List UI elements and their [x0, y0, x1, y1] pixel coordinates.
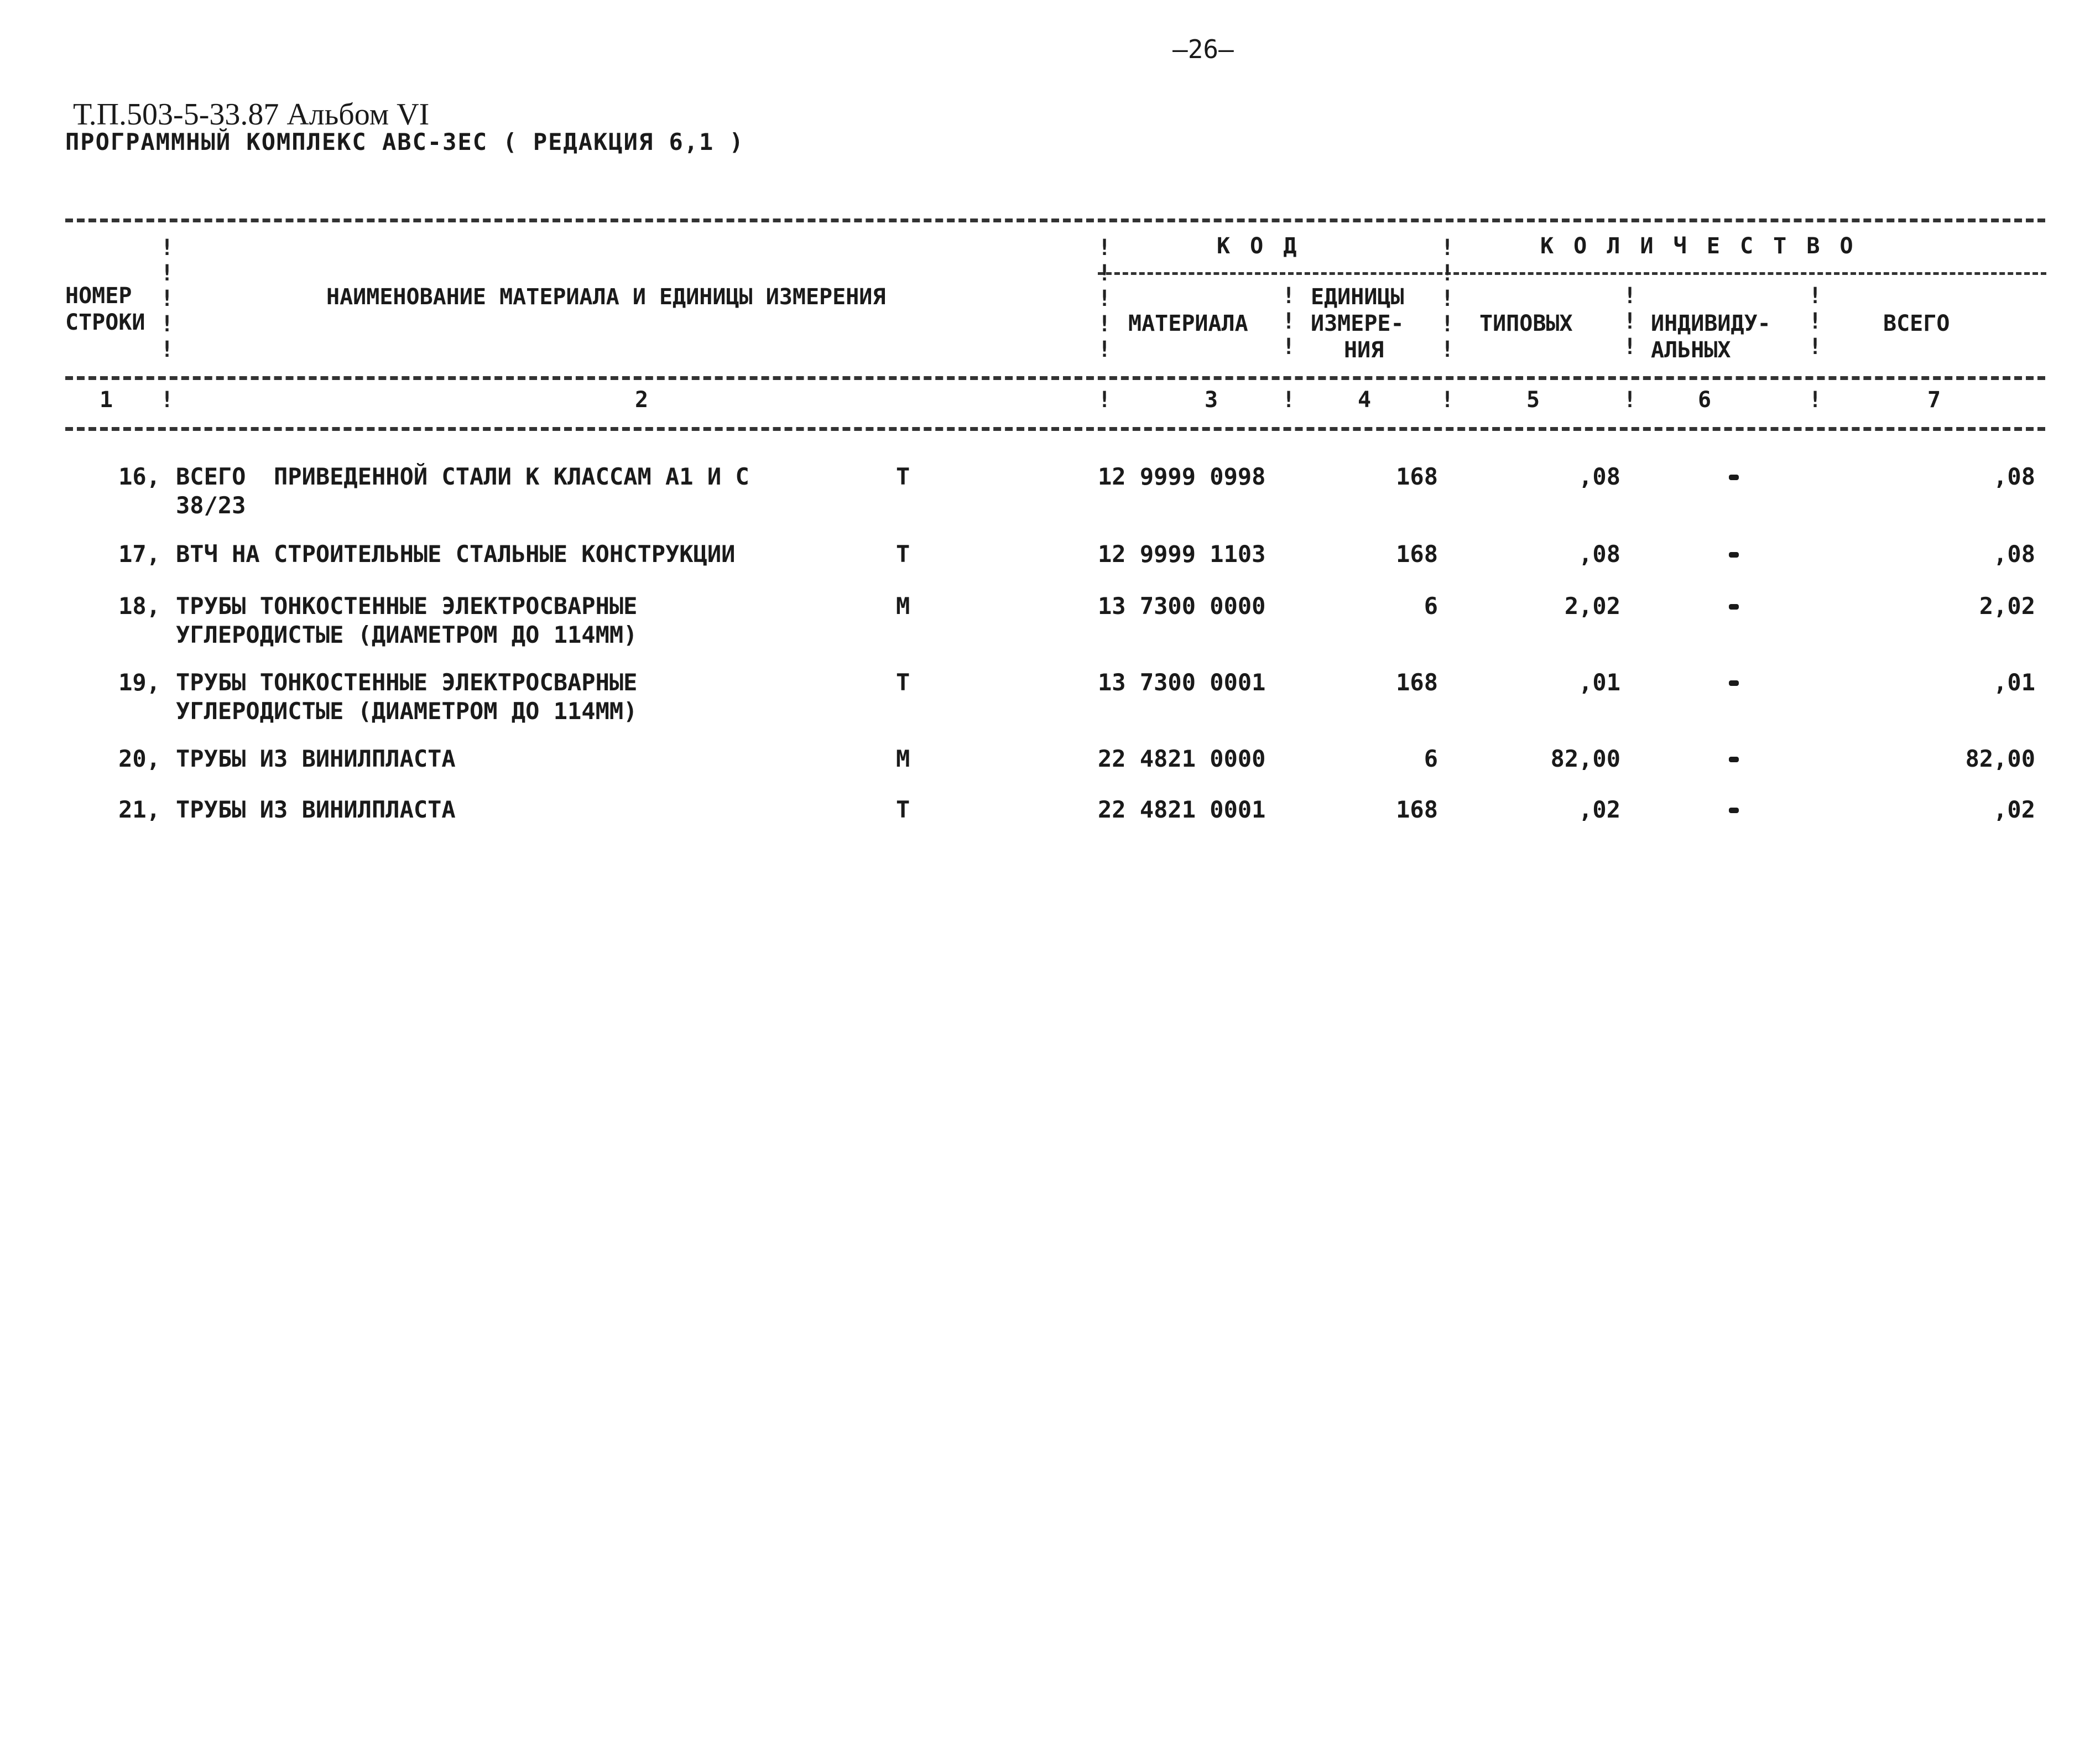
total-qty: ,02 [1993, 796, 2035, 823]
column-number-7: 7 [1927, 387, 1941, 413]
material-code: 12 9999 1103 [1098, 540, 1266, 568]
unit-code: 168 [1396, 796, 1438, 823]
unit: Т [896, 540, 910, 568]
material-name-line2: 38/23 [176, 492, 246, 519]
material-name-line1: ТРУБЫ ТОНКОСТЕННЫЕ ЭЛЕКТРОСВАРНЫЕ [176, 592, 638, 620]
header-code: К О Д [1217, 233, 1300, 259]
top-rule [65, 218, 2045, 222]
unit: М [896, 592, 910, 620]
material-name-line2: УГЛЕРОДИСТЫЕ (ДИАМЕТРОМ ДО 114ММ) [176, 698, 638, 725]
header-unit-code-1: ЕДИНИЦЫ [1311, 284, 1404, 310]
individual-qty [1729, 808, 1739, 813]
separator-num-2: ! [1098, 387, 1112, 413]
material-code: 13 7300 0000 [1098, 592, 1266, 620]
typical-qty: ,08 [1578, 463, 1620, 490]
total-qty: ,08 [1993, 540, 2035, 568]
header-row-no-2: СТРОКИ [65, 310, 145, 335]
separator-5: ! ! ! [1623, 283, 1637, 360]
total-qty: 82,00 [1965, 745, 2035, 772]
separator-3: ! ! ! [1282, 283, 1296, 360]
total-qty: ,01 [1993, 669, 2035, 696]
column-number-6: 6 [1698, 387, 1712, 413]
separator-num-5: ! [1623, 387, 1637, 413]
header-typical: ТИПОВЫХ [1479, 311, 1573, 336]
row-number: 20, [118, 745, 160, 772]
separator-2: ! ! ! ! ! [1098, 235, 1112, 362]
row-number: 16, [118, 463, 160, 490]
row-number: 19, [118, 669, 160, 696]
material-code: 22 4821 0000 [1098, 745, 1266, 772]
material-code: 22 4821 0001 [1098, 796, 1266, 823]
unit: Т [896, 669, 910, 696]
separator-num-6: ! [1808, 387, 1822, 413]
total-qty: ,08 [1993, 463, 2035, 490]
unit: М [896, 745, 910, 772]
header-row-no-1: НОМЕР [65, 283, 132, 309]
column-numbers-bottom-rule [65, 427, 2045, 431]
material-name-line1: ВСЕГО ПРИВЕДЕННОЙ СТАЛИ К КЛАССАМ А1 И С [176, 463, 749, 490]
header-material-code: МАТЕРИАЛА [1128, 311, 1248, 336]
document-subtitle: ПРОГРАММНЫЙ КОМПЛЕКС АВС-3ЕС ( РЕДАКЦИЯ 6,1 ) [65, 128, 744, 155]
material-name-line1: ТРУБЫ ТОНКОСТЕННЫЕ ЭЛЕКТРОСВАРНЫЕ [176, 669, 638, 696]
material-name-line1: ВТЧ НА СТРОИТЕЛЬНЫЕ СТАЛЬНЫЕ КОНСТРУКЦИИ [176, 540, 736, 568]
individual-qty [1729, 604, 1739, 610]
separator-num-3: ! [1282, 387, 1296, 413]
page-number: —26— [1172, 34, 1234, 64]
document-title: Т.П.503-5-33.87 Альбом VI [73, 97, 430, 132]
unit-code: 6 [1424, 592, 1438, 620]
header-unit-code-3: НИЯ [1344, 337, 1384, 363]
unit: Т [896, 796, 910, 823]
separator-num-1: ! [160, 387, 174, 413]
typical-qty: 82,00 [1550, 745, 1620, 772]
unit: Т [896, 463, 910, 490]
separator-6: ! ! ! [1808, 283, 1822, 360]
header-quantity: К О Л И Ч Е С Т В О [1540, 233, 1857, 259]
material-name-line1: ТРУБЫ ИЗ ВИНИЛПЛАСТА [176, 796, 456, 823]
material-code: 13 7300 0001 [1098, 669, 1266, 696]
individual-qty [1729, 552, 1739, 558]
header-subrule [1098, 272, 2046, 275]
typical-qty: ,08 [1578, 540, 1620, 568]
header-name: НАИМЕНОВАНИЕ МАТЕРИАЛА И ЕДИНИЦЫ ИЗМЕРЕНИЯ [326, 284, 886, 310]
typical-qty: ,02 [1578, 796, 1620, 823]
column-number-4: 4 [1358, 387, 1372, 413]
individual-qty [1729, 475, 1739, 480]
unit-code: 168 [1396, 669, 1438, 696]
unit-code: 6 [1424, 745, 1438, 772]
separator-4: ! ! ! ! ! [1441, 235, 1455, 362]
column-number-2: 2 [635, 387, 649, 413]
header-total: ВСЕГО [1883, 311, 1950, 336]
typical-qty: 2,02 [1564, 592, 1620, 620]
material-code: 12 9999 0998 [1098, 463, 1266, 490]
individual-qty [1729, 680, 1739, 686]
row-number: 17, [118, 540, 160, 568]
material-name-line1: ТРУБЫ ИЗ ВИНИЛПЛАСТА [176, 745, 456, 772]
row-number: 18, [118, 592, 160, 620]
header-unit-code-2: ИЗМЕРЕ- [1311, 311, 1404, 336]
header-bottom-rule [65, 376, 2045, 380]
column-number-1: 1 [100, 387, 113, 413]
header-individual-2: АЛЬНЫХ [1651, 337, 1731, 363]
column-number-3: 3 [1205, 387, 1218, 413]
individual-qty [1729, 757, 1739, 762]
separator-1: ! ! ! ! ! [160, 235, 174, 362]
row-number: 21, [118, 796, 160, 823]
unit-code: 168 [1396, 540, 1438, 568]
material-name-line2: УГЛЕРОДИСТЫЕ (ДИАМЕТРОМ ДО 114ММ) [176, 621, 638, 648]
total-qty: 2,02 [1979, 592, 2035, 620]
typical-qty: ,01 [1578, 669, 1620, 696]
column-number-5: 5 [1526, 387, 1540, 413]
unit-code: 168 [1396, 463, 1438, 490]
header-individual-1: ИНДИВИДУ- [1651, 311, 1771, 336]
separator-num-4: ! [1441, 387, 1455, 413]
